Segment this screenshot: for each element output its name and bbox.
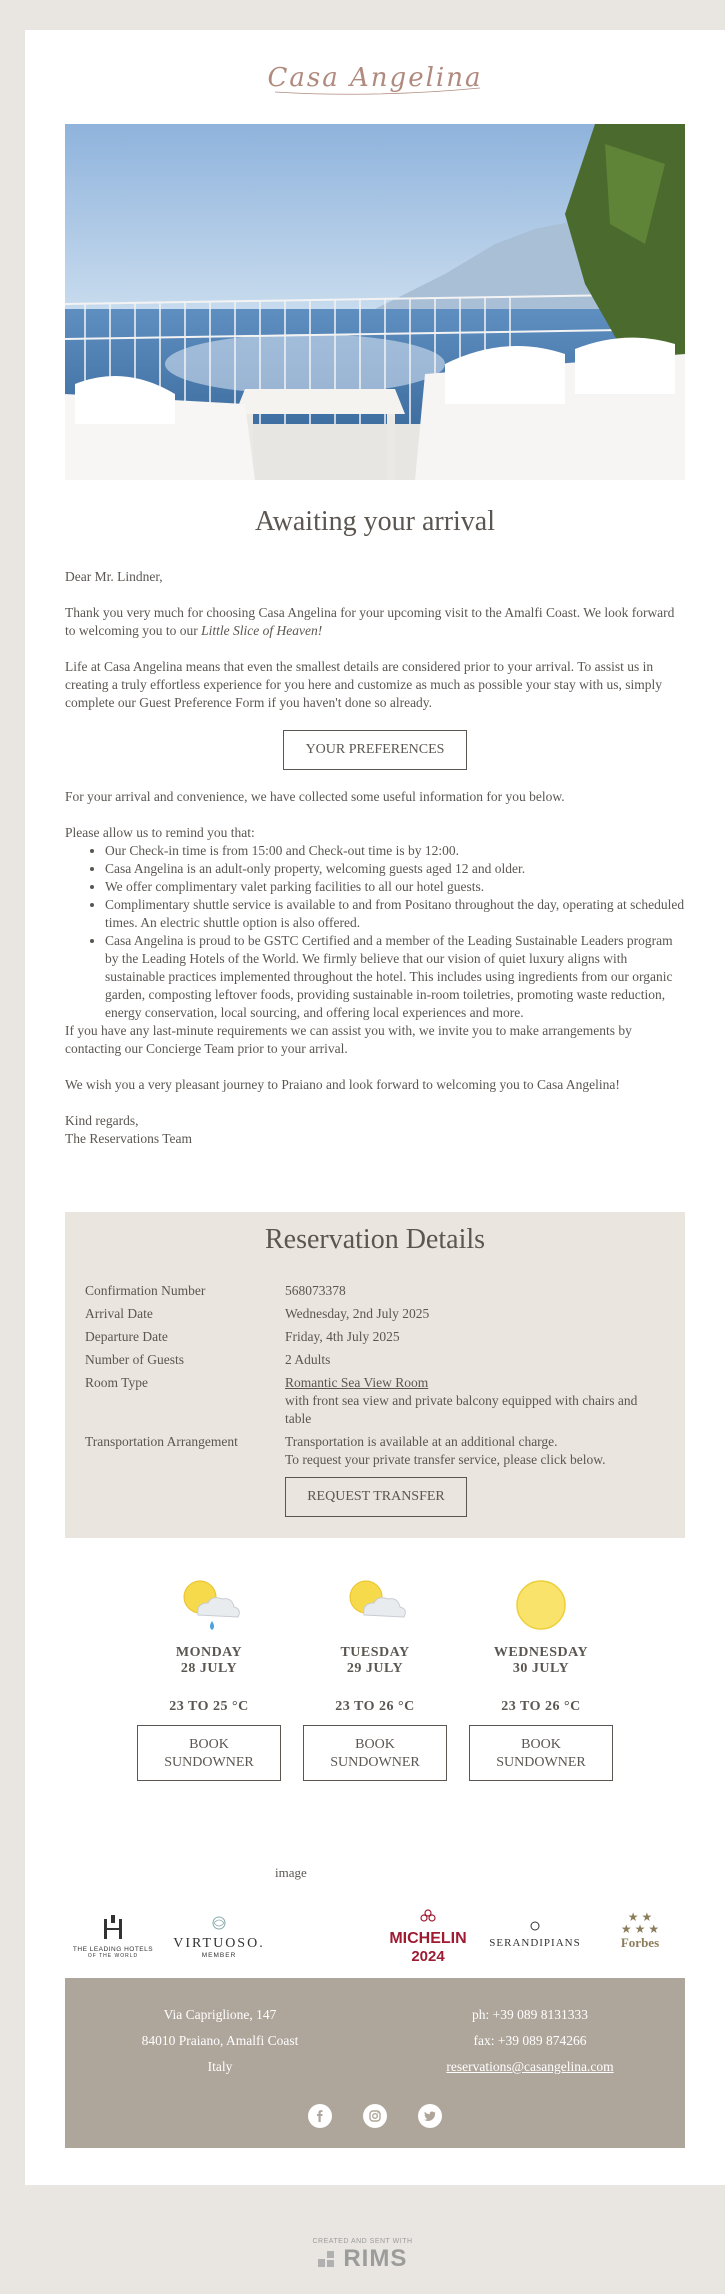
intro-paragraph: Thank you very much for choosing Casa Angelina for your upcoming visit to the Amalfi Coast. We look forward to welcoming you to our Little Slice of Heaven! [65, 605, 675, 638]
table-row: Arrival Date Wednesday, 2nd July 2025 [85, 1305, 665, 1323]
phone-number[interactable]: ph: +39 089 8131333 [472, 2007, 588, 2022]
page-title: Awaiting your arrival [254, 506, 496, 537]
list-item: • We offer complimentary valet parking facilities to all our hotel guests. [105, 878, 685, 896]
table-row: Room Type Romantic Sea View Room with front sea view and private balcony equipped with chairs and table [85, 1375, 638, 1426]
book-sundowner-button[interactable]: BOOK SUNDOWNER [137, 1725, 281, 1781]
sun-icon [469, 1575, 613, 1645]
arrival-info-paragraph: For your arrival and convenience, we have collected some useful information for you below. [65, 789, 565, 804]
weather-temp: 23 TO 26 °C [501, 1699, 581, 1714]
weather-temp: 23 TO 25 °C [169, 1699, 249, 1714]
list-item: • Our Check-in time is from 15:00 and Check-out time is by 12:00. [105, 842, 685, 860]
table-row: Departure Date Friday, 4th July 2025 [85, 1328, 665, 1346]
weather-day-tuesday [303, 1575, 447, 1781]
forbes-logo[interactable]: ★ ★ ★ ★ ★ Forbes [610, 1911, 670, 1951]
twitter-icon[interactable] [418, 2104, 442, 2128]
your-preferences-button[interactable]: YOUR PREFERENCES [283, 730, 467, 770]
rims-branding[interactable] [0, 2238, 725, 2273]
reminder-list [65, 842, 685, 1022]
signature: The Reservations Team [65, 1131, 193, 1146]
email-link[interactable]: reservations@casangelina.com [446, 2059, 614, 2074]
weather-date: 30 JULY [512, 1661, 570, 1676]
hero-image [65, 124, 685, 480]
arrival-date: Wednesday, 2nd July 2025 [285, 1306, 430, 1321]
footer [65, 1978, 685, 2148]
reservation-details-panel [65, 1212, 685, 1538]
journey-paragraph: We wish you a very pleasant journey to Praiano and look forward to welcoming you to Casa Angelina! [65, 1077, 620, 1092]
contact-block [375, 2002, 685, 2080]
table-row: Number of Guests 2 Adults [85, 1351, 665, 1369]
weather-date: 29 JULY [346, 1661, 404, 1676]
room-type-link[interactable]: Romantic Sea View Room [285, 1375, 429, 1390]
sun-cloud-icon [303, 1575, 447, 1645]
departure-date: Friday, 4th July 2025 [285, 1329, 400, 1344]
greeting: Dear Mr. Lindner, [65, 569, 163, 584]
letter-body [65, 568, 685, 1148]
forbes-stars-icon: ★ ★ ★ ★ ★ [620, 1910, 660, 1936]
broken-image-alt: image [275, 1865, 307, 1880]
weather-day: WEDNESDAY [493, 1645, 589, 1660]
email-card [25, 30, 725, 2185]
list-item: • Casa Angelina is proud to be GSTC Certified and a member of the Leading Sustainable Leaders program by the Leading Hotels of the World. We firmly believe that our vision of quiet luxury aligns with sustainable practices implemented throughout the hotel. This includes using ingredients from our organic garden, composting leftover foods, providing sustainable in-room toiletries, promoting waste reduction, energy conservation, local sourcing, and offering local experiences and more. [105, 932, 685, 1022]
weather-date: 28 JULY [180, 1661, 238, 1676]
partner-logos [65, 1865, 685, 1975]
list-item: • Complimentary shuttle service is available to and from Positano throughout the day, operating at scheduled times. An electric shuttle option is also offered. [105, 896, 685, 932]
fax-number: fax: +39 089 874266 [473, 2033, 587, 2048]
address-block: Via Capriglione, 147 84010 Praiano, Amalfi Coast Italy [141, 2007, 299, 2074]
rims-caption: CREATED AND SENT WITH [312, 2238, 413, 2245]
sun-cloud-rain-icon [137, 1575, 281, 1645]
closing: Kind regards, [65, 1113, 139, 1128]
book-sundowner-button[interactable]: BOOK SUNDOWNER [303, 1725, 447, 1781]
reservation-title: Reservation Details [264, 1224, 486, 1255]
facebook-icon[interactable] [308, 2104, 332, 2128]
brand-logo[interactable] [25, 58, 725, 103]
weather-day: TUESDAY [340, 1645, 410, 1660]
michelin-logo[interactable]: MICHELIN 2024 [383, 1909, 473, 1965]
weather-day-wednesday [469, 1575, 613, 1781]
michelin-flower-icon [420, 1909, 436, 1925]
guest-count: 2 Adults [285, 1352, 331, 1367]
script-logo-icon [255, 58, 495, 98]
reservation-table [85, 1282, 665, 1522]
confirmation-number: 568073378 [285, 1283, 346, 1298]
rims-logo: RIMS [0, 2245, 725, 2273]
lhw-crest-icon [98, 1915, 128, 1941]
preference-paragraph: Life at Casa Angelina means that even the smallest details are considered prior to your arrival. To assist us in creating a truly effortless experience for you here and customize as much as possible your stay with us, simply complete our Guest Preference Form if you haven't done so already. [65, 659, 662, 710]
list-item: • Casa Angelina is an adult-only property, welcoming guests aged 12 and older. [105, 860, 685, 878]
rims-grid-icon [318, 2251, 336, 2267]
table-row: Transportation Arrangement Transportation is available at an additional charge. To request your private transfer service, please click below. REQUEST TRANSFER [85, 1433, 665, 1517]
book-sundowner-button[interactable]: BOOK SUNDOWNER [469, 1725, 613, 1781]
social-links [65, 2104, 685, 2128]
svg-text:Casa Angelina: Casa Angelina [267, 63, 483, 93]
virtuoso-logo[interactable]: VIRTUOSO. MEMBER [169, 1915, 269, 1959]
weather-temp: 23 TO 26 °C [335, 1699, 415, 1714]
virtuoso-globe-icon [212, 1915, 226, 1931]
leading-hotels-logo[interactable]: THE LEADING HOTELS OF THE WORLD [65, 1915, 161, 1959]
weather-day: MONDAY [175, 1645, 243, 1660]
concierge-paragraph: If you have any last-minute requirements we can assist you with, we invite you to make arrangements by contacting our Concierge Team prior to your arrival. [65, 1023, 632, 1056]
reminder-intro: Please allow us to remind you that: [65, 825, 255, 840]
serandipians-logo[interactable]: SERANDIPIANS [485, 1919, 585, 1949]
table-row: Confirmation Number 568073378 [85, 1282, 665, 1300]
instagram-icon[interactable] [363, 2104, 387, 2128]
serandipians-emblem-icon [529, 1920, 541, 1932]
slice-of-heaven: Little Slice of Heaven! [201, 623, 323, 638]
weather-day-monday [137, 1575, 281, 1781]
request-transfer-button[interactable]: REQUEST TRANSFER [285, 1477, 467, 1517]
room-description: with front sea view and private balcony equipped with chairs and table [285, 1393, 638, 1426]
